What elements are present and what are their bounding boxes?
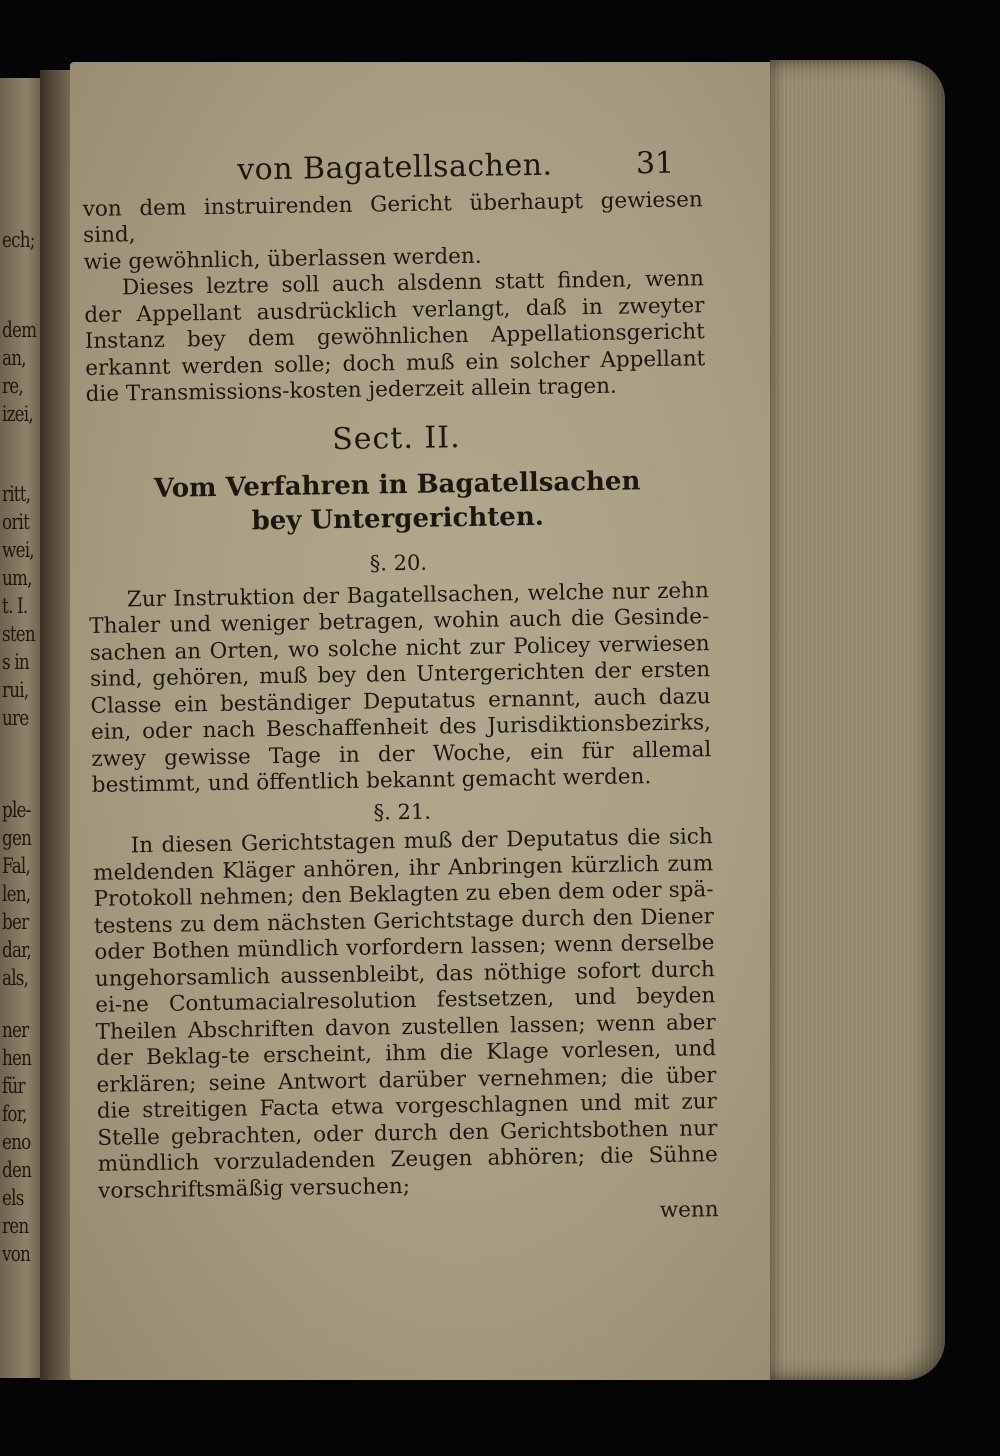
left-page-fragment: orit bbox=[2, 510, 30, 534]
continuation-line-1: von dem instruirenden Gericht überhaupt gewiesen sind, bbox=[82, 186, 703, 248]
left-page-fragment: als, bbox=[2, 966, 29, 990]
left-page-fragment: ren bbox=[2, 1214, 29, 1238]
left-page-fragment: rui, bbox=[2, 678, 29, 702]
section-heading bbox=[87, 463, 708, 541]
left-page-fragment: izei, bbox=[2, 402, 33, 426]
paragraph-21-sign: §. 21. bbox=[373, 799, 432, 824]
left-page-fragment: Fal, bbox=[2, 854, 31, 878]
left-page-fragment: ure bbox=[2, 706, 29, 730]
left-page-fragment: s in bbox=[2, 650, 29, 674]
running-head-title: von Bagatellsachen. bbox=[236, 147, 553, 188]
page-fore-edge bbox=[770, 60, 945, 1380]
paragraph-20-sign: §. 20. bbox=[369, 550, 428, 576]
continuation-line-2: wie gewöhnlich, überlassen werden. bbox=[83, 243, 482, 275]
left-page-fragment: for, bbox=[2, 1102, 27, 1126]
paragraph-transmission: Dieses leztre soll auch alsdenn statt finden, wenn der Appellant ausdrücklich verlangt, daß in zweyter Instanz bey dem gewöhnlichen Appellationsgericht erkannt werden solle; doch muß ein solcher Appellant die Transmissions-kosten jederzeit allein tragen. bbox=[84, 266, 706, 407]
left-page-fragment: ech; bbox=[2, 228, 35, 252]
left-page-fragment: els bbox=[2, 1186, 24, 1210]
section-label: Sect. II. bbox=[331, 419, 461, 457]
left-page-fragment: wei, bbox=[2, 538, 34, 562]
left-page-fragment: für bbox=[2, 1074, 25, 1098]
left-page-fragment: ber bbox=[2, 910, 29, 934]
left-page-fragment: ple- bbox=[2, 798, 31, 822]
page-number: 31 bbox=[635, 145, 675, 182]
paragraph-20: Zur Instruktion der Bagatellsachen, welche nur zehn Thaler und weniger betragen, wohin auch die Gesinde-sachen an Orten, wo solche nicht zur Policey verwiesen sind, gehören, muß bey den Untergerichten der ersten Classe ein beständiger Deputatus ernannt, auch dazu ein, oder nach Beschaffenheit des Jurisdiktionsbezirks, zwey gewisse Tage in der Woche, ein für allemal bestimmt, und öffentlich bekannt gemacht werden. bbox=[89, 577, 712, 798]
left-page-fragment: eno bbox=[2, 1130, 31, 1154]
left-page-fragment: an, bbox=[2, 346, 26, 370]
left-page-fragment: dem bbox=[2, 318, 37, 342]
page-text bbox=[82, 145, 719, 1233]
left-page-fragment: t. I. bbox=[2, 594, 28, 618]
left-page-fragment: sten bbox=[2, 622, 35, 646]
section-heading-line-2: bey Untergerichten. bbox=[251, 501, 545, 537]
catchword: wenn bbox=[659, 1197, 719, 1224]
left-page-fragment: ner bbox=[2, 1018, 29, 1042]
left-page-fragment: ritt, bbox=[2, 482, 31, 506]
running-head bbox=[236, 145, 702, 188]
left-page-fragment: gen bbox=[2, 826, 32, 850]
section-heading-line-1: Vom Verfahren in Bagatellsachen bbox=[153, 466, 641, 504]
left-page-fragment: len, bbox=[2, 882, 31, 906]
paragraph-21: In diesen Gerichtstagen muß der Deputatus die sich meldenden Kläger anhören, ihr Anbringen kürzlich zum Protokoll nehmen; den Beklagten zu eben dem oder spä-testens zu dem nächsten Gerichtstage durch den Diener oder Bothen mündlich vorfordern lassen; wenn derselbe ungehorsamlich aussenbleibt, das nöthige sofort durch ei-ne Contumacialresolution festsetzen, und beyden Theilen Abschriften davon zustellen lassen; wenn aber der Beklag-te erscheint, ihm die Klage vorlesen, und erklären; seine Antwort darüber vernehmen; die über die streitigen Facta etwa vorgeschlagnen und mit zur Stelle gebrachten, oder durch den Gerichtsbothen nur mündlich vorzuladenden Zeugen abhören; die Sühne vorschriftsmäßig versuchen; bbox=[93, 824, 718, 1204]
left-page-fragment: hen bbox=[2, 1046, 32, 1070]
left-page-fragment: von bbox=[2, 1242, 31, 1266]
left-page-fragment: re, bbox=[2, 374, 23, 398]
left-page-fragment: um, bbox=[2, 566, 32, 590]
left-page-fragment: den bbox=[2, 1158, 32, 1182]
left-page-fragment: dar, bbox=[2, 938, 32, 962]
